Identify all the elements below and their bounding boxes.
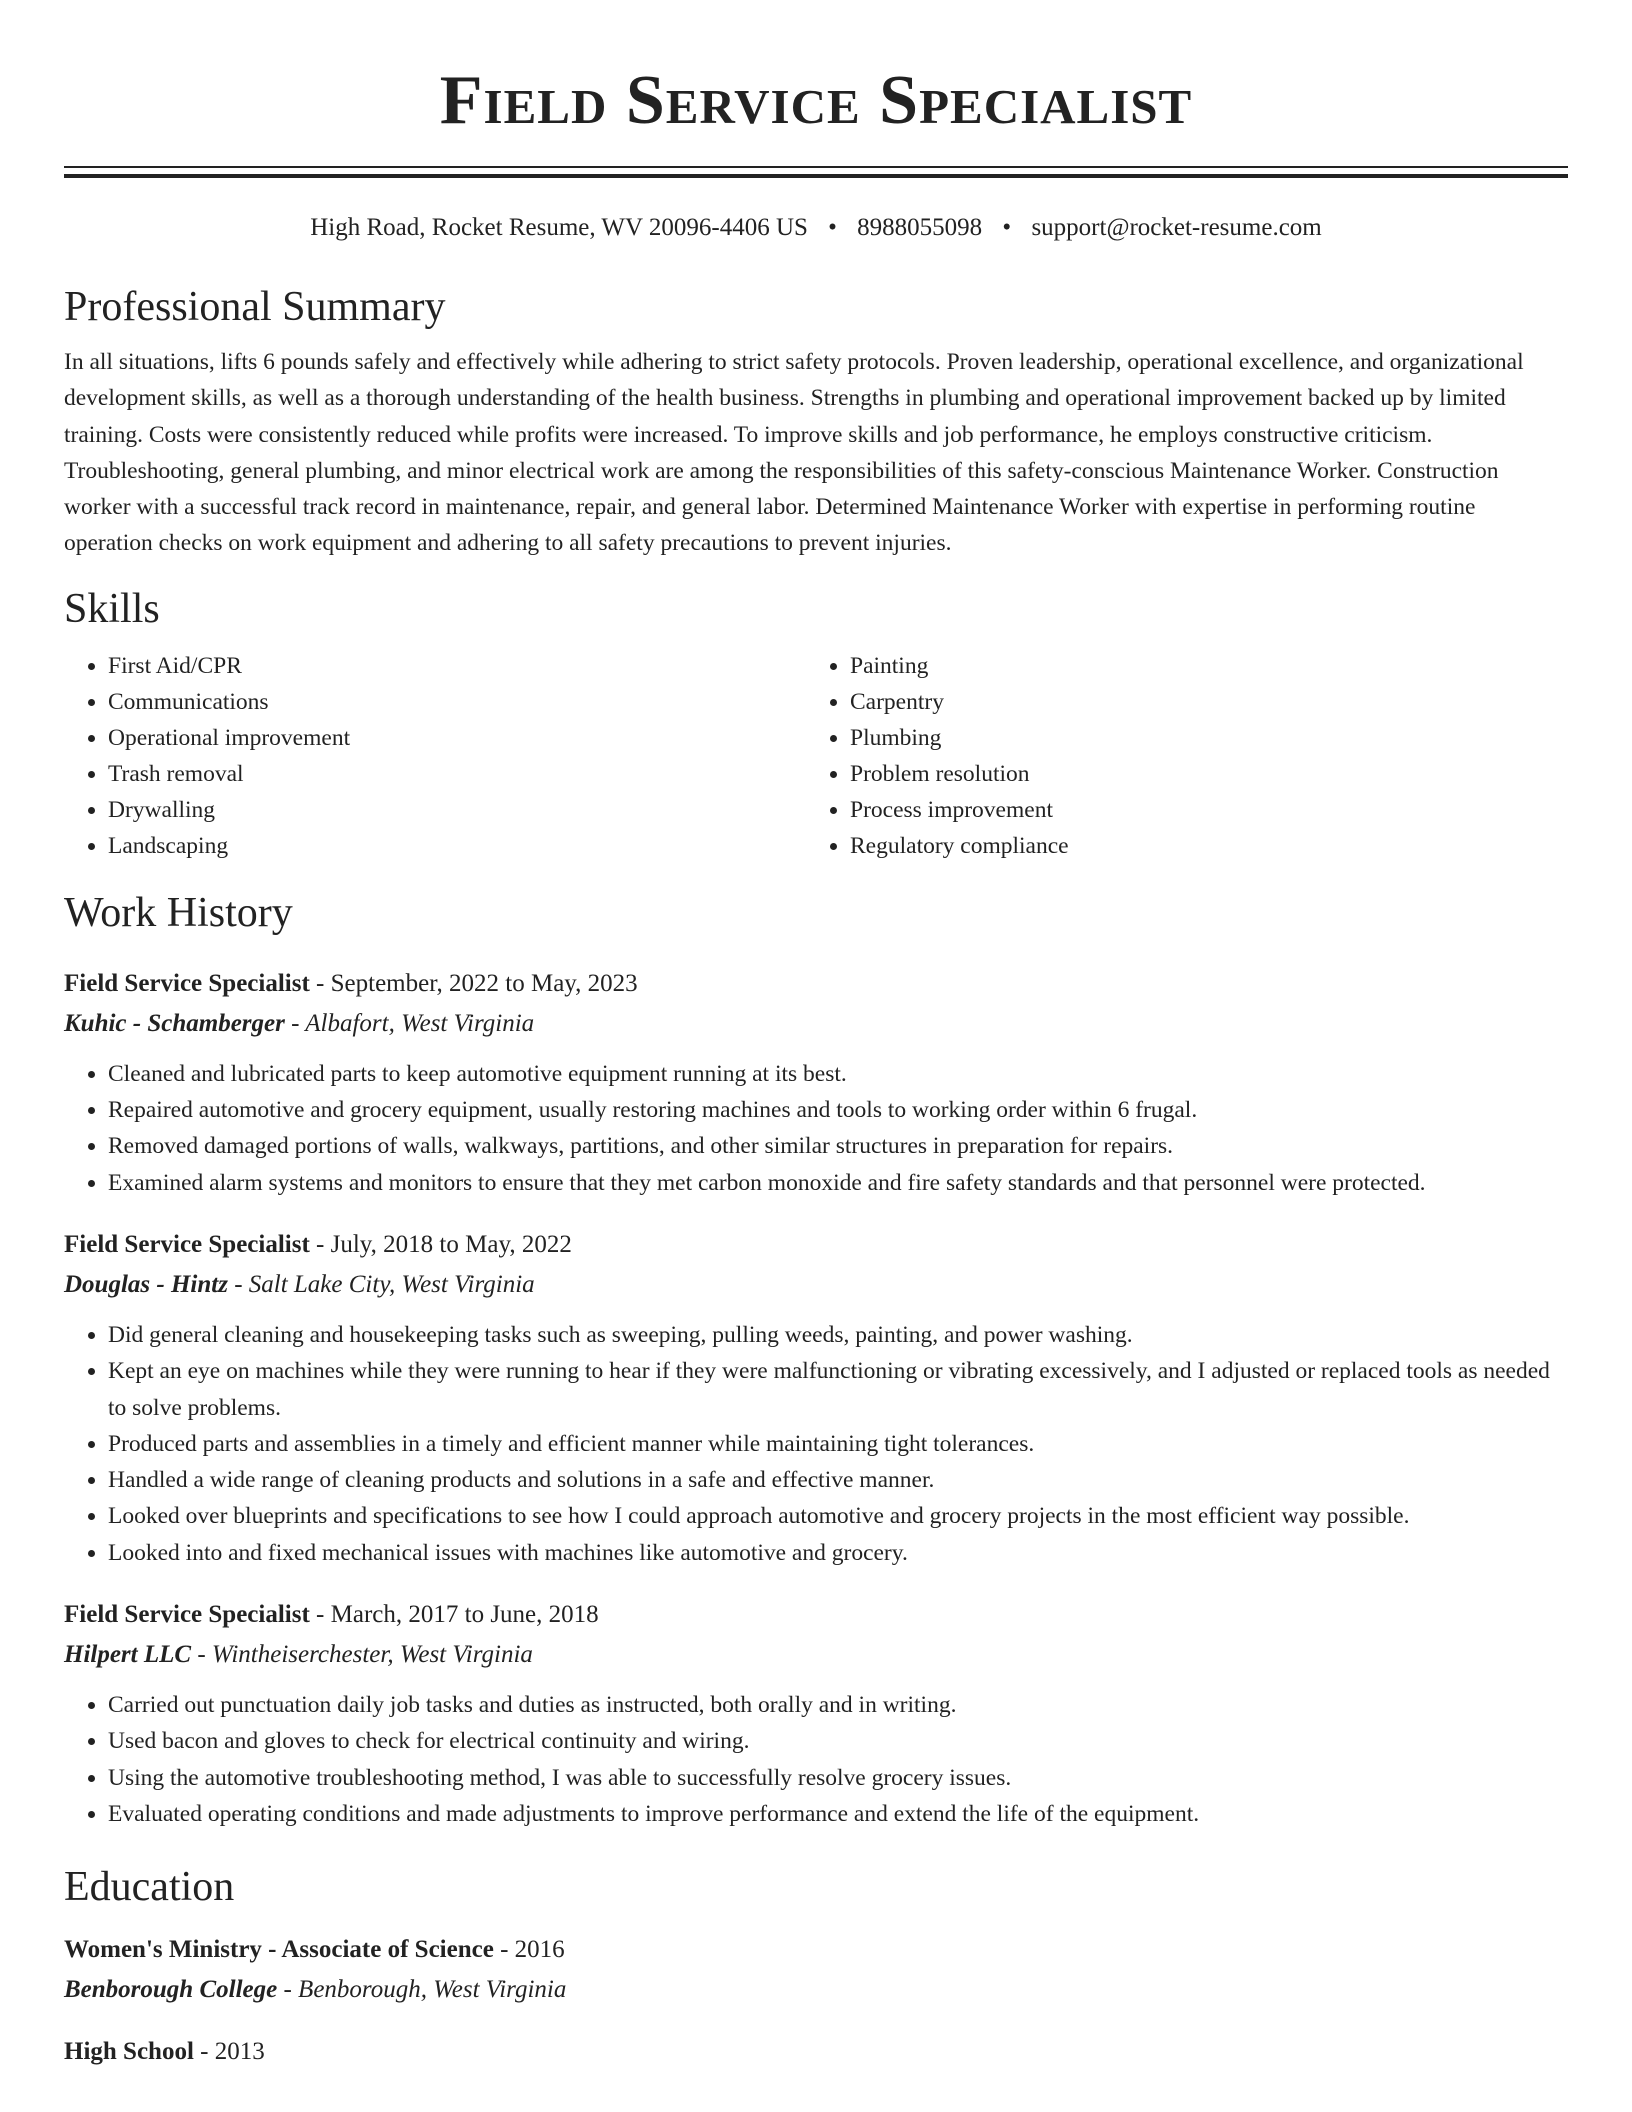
duty-item: • Using the automotive troubleshooting method, I was able to successfully resolve grocery issues.: [108, 1760, 1568, 1796]
skills-column-left: [64, 648, 806, 864]
job-title: Field Service Specialist: [64, 1601, 310, 1629]
job-company: Douglas - Hintz: [64, 1270, 228, 1298]
contact-line: [64, 212, 1568, 244]
job-location: - Albafort, West Virginia: [284, 1009, 535, 1037]
skill-item: • Plumbing: [850, 720, 1568, 756]
work-history-heading: Work History: [64, 889, 293, 936]
education-school-line: [64, 1972, 1568, 2008]
education-year: - 2013: [193, 2038, 265, 2066]
education-entry: [64, 1932, 1568, 2008]
duty-item: • Cleaned and lubricated parts to keep automotive equipment running at its best.: [108, 1056, 1568, 1092]
contact-separator: •: [828, 214, 837, 241]
education-year: - 2016: [493, 1936, 565, 1964]
duty-item: • Repaired automotive and grocery equipment, usually restoring machines and tools to working order within 6 frugal.: [108, 1092, 1568, 1128]
skill-item: • Carpentry: [850, 684, 1568, 720]
job-entry: [64, 966, 1568, 1201]
job-location: - Wintheiserchester, West Virginia: [191, 1641, 533, 1669]
title-rule-thin: [64, 166, 1568, 168]
job-dates: - September, 2022 to May, 2023: [309, 969, 638, 997]
skill-item: • Trash removal: [108, 756, 806, 792]
skill-item: • Problem resolution: [850, 756, 1568, 792]
duty-item: • Removed damaged portions of walls, walkways, partitions, and other similar structures in preparation for repairs.: [108, 1128, 1568, 1164]
job-company-line: [64, 1637, 1568, 1673]
job-title-line: [64, 1597, 1568, 1633]
duty-item: • Looked into and fixed mechanical issues with machines like automotive and grocery.: [108, 1535, 1568, 1571]
skill-item: • First Aid/CPR: [108, 648, 806, 684]
skill-item: • Regulatory compliance: [850, 828, 1568, 864]
job-title-line: [64, 1227, 1568, 1263]
summary-heading: Professional Summary: [64, 284, 446, 330]
education-entry: [64, 2034, 1568, 2070]
duty-item: • Produced parts and assemblies in a timely and efficient manner while maintaining tight tolerances.: [108, 1426, 1568, 1462]
duty-item: • Used bacon and gloves to check for electrical continuity and wiring.: [108, 1723, 1568, 1759]
skill-item: • Painting: [850, 648, 1568, 684]
summary-text: In all situations, lifts 6 pounds safely and effectively while adhering to strict safety protocols. Proven leadership, operational excellence, and organizational development skills, as well as a thorough understanding of the health business. Strengths in plumbing and operational improvement backed up by limited training. Costs were consistently reduced while profits were increased. To improve skills and job performance, he employs constructive criticism. Troubleshooting, general plumbing, and minor electrical work are among the responsibilities of this safety-conscious Maintenance Worker. Construction worker with a successful track record in maintenance, repair, and general labor. Determined Maintenance Worker with expertise in performing routine operation checks on work equipment and adhering to all safety precautions to prevent injuries.: [64, 349, 1524, 557]
job-entry: [64, 1597, 1568, 1832]
job-dates: - March, 2017 to June, 2018: [309, 1601, 599, 1629]
skill-item: • Landscaping: [108, 828, 806, 864]
skill-item: • Drywalling: [108, 792, 806, 828]
job-dates: - July, 2018 to May, 2022: [309, 1230, 572, 1258]
duty-item: • Evaluated operating conditions and made adjustments to improve performance and extend the life of the equipment.: [108, 1796, 1568, 1832]
job-title-line: [64, 966, 1568, 1002]
job-duties: [64, 1056, 1568, 1201]
duty-item: • Handled a wide range of cleaning products and solutions in a safe and effective manner.: [108, 1462, 1568, 1498]
duty-item: • Looked over blueprints and specifications to see how I could approach automotive and grocery projects in the most efficient way possible.: [108, 1498, 1568, 1534]
contact-phone: 8988055098: [857, 214, 983, 241]
job-title: Field Service Specialist: [64, 969, 310, 997]
job-duties: [64, 1687, 1568, 1832]
job-company-line: [64, 1006, 1568, 1042]
contact-separator: •: [1002, 214, 1012, 241]
education-degree: High School: [64, 2038, 194, 2066]
skills-column-right: [806, 648, 1568, 864]
contact-email: support@rocket-resume.com: [1031, 214, 1322, 241]
education-degree: Women's Ministry - Associate of Science: [64, 1936, 494, 1964]
education-location: - Benborough, West Virginia: [277, 1976, 567, 2004]
job-company-line: [64, 1267, 1568, 1303]
job-entry: [64, 1227, 1568, 1571]
duty-item: • Did general cleaning and housekeeping tasks such as sweeping, pulling weeds, painting, and power washing.: [108, 1317, 1568, 1353]
skills-heading: Skills: [64, 585, 160, 632]
job-location: - Salt Lake City, West Virginia: [227, 1270, 535, 1298]
job-title: Field Service Specialist: [64, 1230, 310, 1258]
education-degree-line: [64, 2034, 1568, 2070]
duty-item: • Examined alarm systems and monitors to ensure that they met carbon monoxide and fire safety standards and that personnel were protected.: [108, 1165, 1568, 1201]
duty-item: • Carried out punctuation daily job tasks and duties as instructed, both orally and in writing.: [108, 1687, 1568, 1723]
duty-item: • Kept an eye on machines while they were running to hear if they were malfunctioning or vibrating excessively, and I adjusted or replaced tools as needed to solve problems.: [108, 1353, 1568, 1426]
skill-item: • Operational improvement: [108, 720, 806, 756]
resume-title: Field Service Specialist: [439, 62, 1193, 139]
skill-item: • Process improvement: [850, 792, 1568, 828]
education-school: Benborough College: [64, 1976, 278, 2004]
title-rule-thick: [64, 174, 1568, 178]
job-company: Kuhic - Schamberger: [64, 1009, 285, 1037]
job-company: Hilpert LLC: [64, 1641, 192, 1669]
skill-item: • Communications: [108, 684, 806, 720]
education-degree-line: [64, 1932, 1568, 1968]
contact-address: High Road, Rocket Resume, WV 20096-4406 US: [310, 214, 808, 241]
skills-list: [64, 648, 1568, 864]
education-heading: Education: [64, 1864, 235, 1911]
job-duties: [64, 1317, 1568, 1571]
